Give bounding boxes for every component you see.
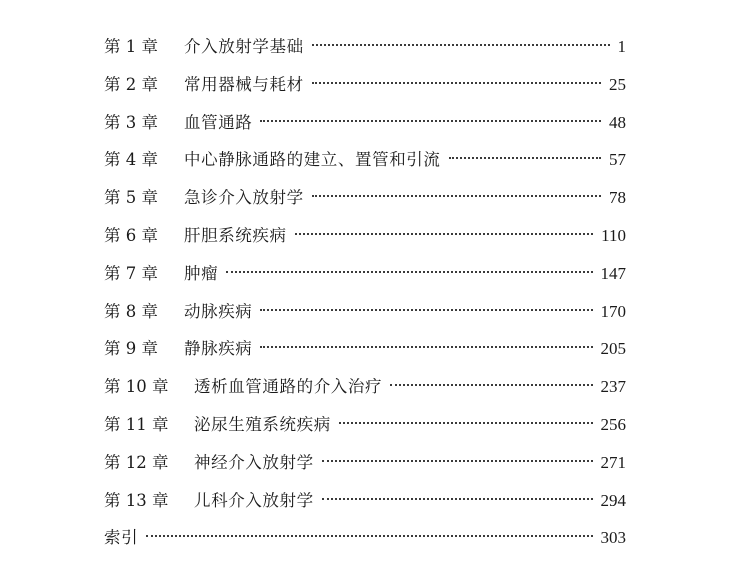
- dot-leader: [226, 271, 592, 273]
- page-number: 25: [609, 74, 626, 94]
- page-number: 1: [617, 37, 626, 56]
- chapter-number: 第 6 章: [104, 225, 158, 245]
- page-number: 271: [600, 452, 626, 472]
- chapter-number: 第 10 章: [104, 377, 169, 397]
- dot-leader: [322, 460, 593, 462]
- toc-entry-chapter-11[interactable]: [104, 406, 626, 444]
- chapter-title: 介入放射学基础: [184, 37, 304, 56]
- page-number: 256: [600, 414, 626, 434]
- toc-entry-chapter-3[interactable]: [104, 104, 626, 142]
- chapter-number: 第 3 章: [104, 112, 158, 132]
- page-number: 57: [609, 150, 626, 170]
- chapter-title: 急诊介入放射学: [184, 188, 304, 208]
- toc-entry-chapter-7[interactable]: [104, 255, 626, 293]
- page-number: 170: [600, 301, 626, 321]
- toc-entry-chapter-5[interactable]: [104, 179, 626, 217]
- dot-leader: [312, 44, 610, 46]
- chapter-title: 静脉疾病: [184, 339, 253, 359]
- chapter-title: 神经介入放射学: [194, 452, 314, 472]
- chapter-number: 第 7 章: [104, 263, 158, 283]
- page-number: 237: [600, 377, 626, 397]
- page-number: 78: [609, 188, 626, 208]
- chapter-title: 血管通路: [184, 112, 253, 132]
- chapter-title: 肝胆系统疾病: [184, 225, 287, 245]
- chapter-title: 肿瘤: [184, 263, 219, 283]
- chapter-number: 第 9 章: [104, 339, 158, 359]
- toc-entry-chapter-4[interactable]: [104, 141, 626, 179]
- toc-entry-chapter-13[interactable]: [104, 482, 626, 520]
- dot-leader: [312, 82, 601, 84]
- chapter-number: 第 2 章: [104, 74, 158, 94]
- chapter-title: 泌尿生殖系统疾病: [194, 414, 331, 434]
- toc-entry-chapter-6[interactable]: [104, 217, 626, 255]
- dot-leader: [295, 233, 594, 235]
- toc-entry-index[interactable]: [104, 519, 626, 557]
- page-number: 205: [600, 339, 626, 359]
- dot-leader: [449, 157, 602, 159]
- chapter-number: 第 12 章: [104, 452, 169, 472]
- chapter-number: 第 4 章: [104, 150, 158, 170]
- dot-leader: [146, 535, 592, 537]
- page-number: 110: [601, 225, 626, 245]
- page-number: 294: [600, 490, 626, 510]
- toc-entry-chapter-2[interactable]: [104, 66, 626, 104]
- chapter-title: 常用器械与耗材: [184, 74, 304, 94]
- dot-leader: [322, 498, 593, 500]
- dot-leader: [312, 195, 601, 197]
- dot-leader: [260, 120, 601, 122]
- index-title: 索引: [104, 528, 139, 548]
- chapter-number: 第 5 章: [104, 188, 158, 208]
- toc-entry-chapter-8[interactable]: [104, 293, 626, 331]
- toc-entry-chapter-10[interactable]: [104, 368, 626, 406]
- toc-entry-chapter-12[interactable]: [104, 444, 626, 482]
- chapter-number: 第 8 章: [104, 301, 158, 321]
- chapter-number: 第 11 章: [104, 414, 169, 434]
- dot-leader: [260, 309, 592, 311]
- dot-leader: [260, 346, 592, 348]
- toc-entry-chapter-1[interactable]: [104, 28, 626, 66]
- chapter-number: 第 1 章: [104, 37, 158, 56]
- toc-entry-chapter-9[interactable]: [104, 330, 626, 368]
- table-of-contents: [104, 28, 626, 557]
- page-number: 303: [600, 528, 626, 548]
- page-number: 48: [609, 112, 626, 132]
- page-number: 147: [600, 263, 626, 283]
- chapter-title: 透析血管通路的介入治疗: [194, 377, 383, 397]
- dot-leader: [390, 384, 592, 386]
- chapter-title: 动脉疾病: [184, 301, 253, 321]
- dot-leader: [339, 422, 593, 424]
- chapter-number: 第 13 章: [104, 490, 169, 510]
- chapter-title: 儿科介入放射学: [194, 490, 314, 510]
- chapter-title: 中心静脉通路的建立、置管和引流: [184, 150, 441, 170]
